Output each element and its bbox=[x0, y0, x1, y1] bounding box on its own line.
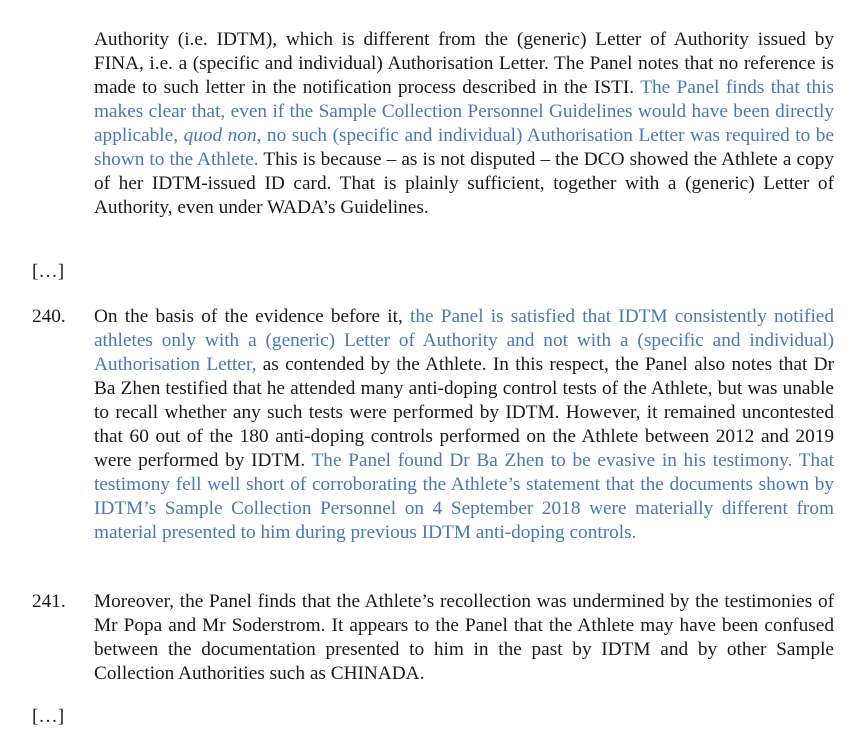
paragraph-text: as contended by the Athlete. In this respect, the Panel also notes that Dr Ba Zhen testified that he attended many anti-doping control tests of the Athlete, but was unable to recall whether any such tests were performed by IDTM. However, it remained uncontested that 60 out of the 180 anti-doping controls performed on the Athlete between 2012 and 2019 were performed by IDTM. bbox=[94, 354, 834, 471]
paragraph-text: Moreover, the Panel finds that the Athlete’s recollection was undermined by the testimonies of Mr Popa and Mr Soderstrom. It appears to the Panel that the Athlete may have been confused between the documentation presented to him in the past by IDTM and by other Sample Collection Authorities such as CHINADA. bbox=[94, 591, 834, 684]
paragraph-text: Authority (i.e. IDTM), which is different from the (generic) Letter of Authority issued by FINA, i.e. a (specific and individual) Authorisation Letter. The Panel notes that no reference is made to such letter in the notification process described in the ISTI. bbox=[94, 29, 834, 98]
latin-phrase: quod non bbox=[183, 125, 257, 146]
paragraph-number: 241. bbox=[32, 591, 66, 612]
paragraph-241 bbox=[94, 590, 834, 686]
paragraph-text: This is because – as is not disputed – the DCO showed the Athlete a copy of her IDTM-issued ID card. That is plainly sufficient, together with a (generic) Letter of Authority, even under WADA’s Guidelines. bbox=[94, 149, 834, 218]
paragraph-number: 240. bbox=[32, 306, 66, 327]
omission-marker: […] bbox=[32, 706, 65, 727]
highlighted-text: the Panel is satisfied that IDTM consistently notified athletes only with a (generic) Letter of Authority and not with a (specific and individual) Authorisation Letter, bbox=[94, 306, 835, 375]
paragraph-240 bbox=[94, 305, 834, 545]
paragraph-text: On the basis of the evidence before it, bbox=[94, 306, 403, 327]
omission-marker: […] bbox=[32, 261, 65, 282]
paragraph-continued bbox=[94, 28, 834, 220]
highlighted-text-part: The Panel finds that this makes clear that, even if the Sample Collection Personnel Guidelines would have been directly applicable, bbox=[94, 77, 834, 146]
highlighted-text-part: , no such (specific and individual) Authorisation Letter was required to be shown to the Athlete. bbox=[94, 125, 834, 170]
highlighted-text: The Panel found Dr Ba Zhen to be evasive in his testimony. That testimony fell well short of corroborating the Athlete’s statement that the documents shown by IDTM’s Sample Collection Personnel on 4 September 2018 were materially different from material presented to him during previous IDTM anti-doping controls. bbox=[94, 450, 835, 543]
